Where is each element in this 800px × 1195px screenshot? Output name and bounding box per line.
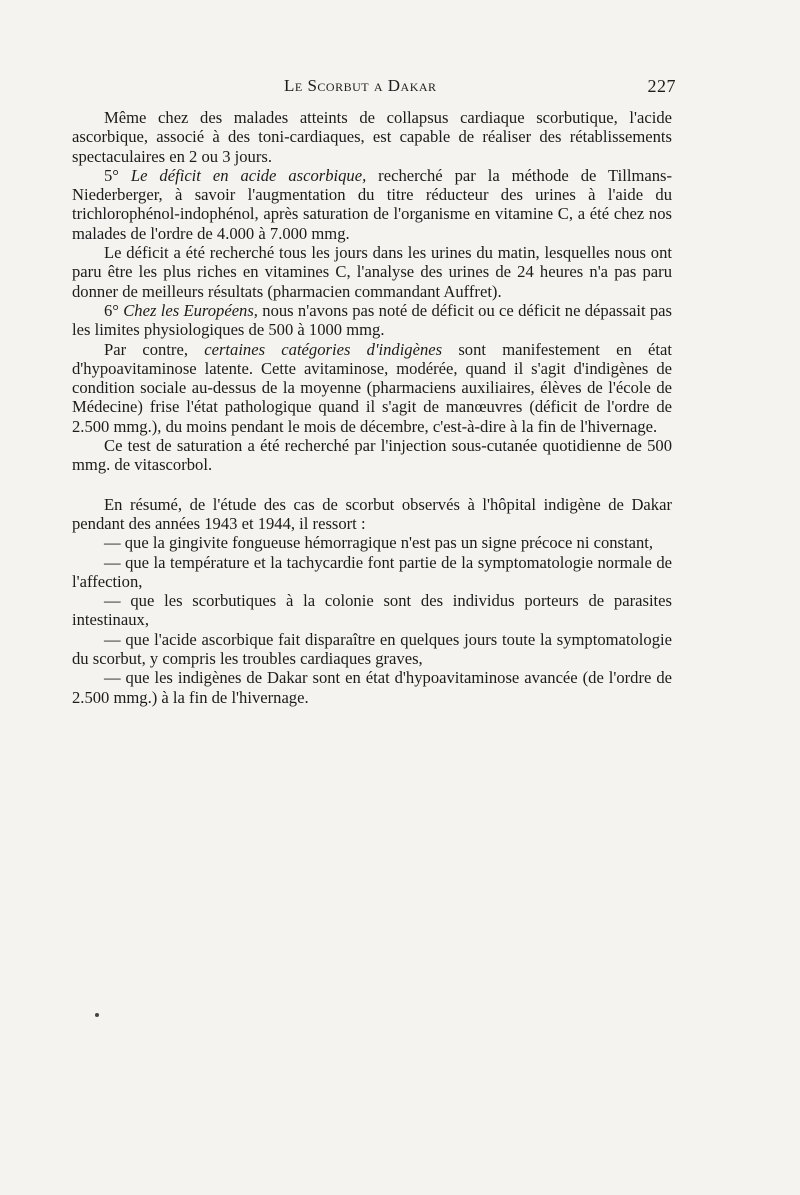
paragraph: 6° Chez les Européens, nous n'avons pas noté de déficit ou ce déficit ne dépassait pas les limites physiologiques de 500 à 1000 mmg. xyxy=(72,300,672,340)
running-header xyxy=(72,76,676,100)
page-number: 227 xyxy=(647,76,676,96)
paragraph: Même chez des malades atteints de collapsus cardiaque scorbutique, l'acide ascorbique, associé à des toni-cardiaques, est capable de réaliser des rétablissements spectaculaires en 2 ou 3 jours. xyxy=(72,108,672,166)
summary-item: — que les indigènes de Dakar sont en état d'hypoavitaminose avancée (de l'ordre de 2.500 mmg.) à la fin de l'hivernage. xyxy=(72,668,672,707)
paragraph: Le déficit a été recherché tous les jours dans les urines du matin, lesquelles nous ont paru être les plus riches en vitamines C, l'analyse des urines de 24 heures n'a pas paru donner de meilleurs résultats (pharmacien commandant Auffret). xyxy=(72,243,672,301)
running-title: Le Scorbut a Dakar xyxy=(284,76,437,95)
summary-item: — que la gingivite fongueuse hémorragique n'est pas un signe précoce ni constant, xyxy=(104,533,654,553)
body-text xyxy=(72,108,672,707)
document-page xyxy=(72,76,676,707)
summary-item: — que la température et la tachycardie font partie de la symptomatologie normale de l'affection, xyxy=(72,552,672,591)
paragraph: 5° Le déficit en acide ascorbique, recherché par la méthode de Tillmans-Niederberger, à savoir l'augmentation du titre réducteur des urines à l'aide du trichlorophénol-indophénol, après saturation de l'organisme en vitamine C, a été chez nos malades de l'ordre de 4.000 à 7.000 mmg. xyxy=(72,165,672,243)
scan-speck xyxy=(95,1013,99,1017)
summary-item: — que l'acide ascorbique fait disparaître en quelques jours toute la symptomatologie du scorbut, y compris les troubles cardiaques graves, xyxy=(72,629,672,669)
paragraph: Ce test de saturation a été recherché par l'injection sous-cutanée quotidienne de 500 mmg. de vitascorbol. xyxy=(72,436,672,475)
paragraph: Par contre, certaines catégories d'indigènes sont manifestement en état d'hypoavitaminose latente. Cette avitaminose, modérée, quand il s'agit d'indigènes de condition sociale au-dessus de la moyenne (pharmaciens auxiliaires, élèves de l'école de Médecine) frise l'état pathologique quand il s'agit de manœuvres (déficit de l'ordre de 2.500 mmg.), du moins pendant le mois de décembre, c'est-à-dire à la fin de l'hivernage. xyxy=(72,339,673,436)
summary-intro: En résumé, de l'étude des cas de scorbut observés à l'hôpital indigène de Dakar pendant des années 1943 et 1944, il ressort : xyxy=(72,494,672,533)
summary-item: — que les scorbutiques à la colonie sont des individus porteurs de parasites intestinaux, xyxy=(72,591,672,630)
section-gap xyxy=(72,475,672,495)
